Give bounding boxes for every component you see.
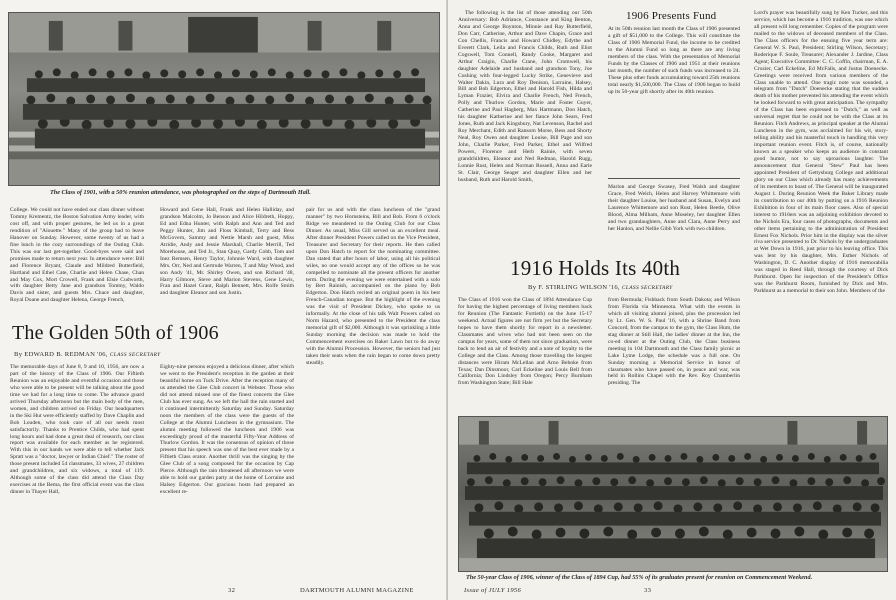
golden-50th-title: The Golden 50th of 1906 [12, 322, 219, 344]
officers-column: Lord's prayer was beautifully sung by Ken Tucker, and this service, which has become a 1916 tradition, was one which all present will long remember. Copies of the program were mailed to the widows of deceased members of the Class. The Class officers for the ensuing five year term are: General W. S. Paul, President; Stirling Wilson, Secretary; Roderique F. Soule, Treasurer; Alexander J. Jardine, Class Agent; Executive Committee: C. C. Coffin, chairman, E. A. Crozier, Carl Eckeline, Ed McFalls, and Justus Doenecke. Greetings were received from various members of the Class unable to attend. One tragic note was sounded, a telegram from "Dutch" Doenecke stating that the sudden death of his mother prevented his attending the event which he looked forward to with great anticipation. The sympathy of the Class has been expressed to "Dutch," as well as universal regret that he could not be with the Class at its Reunion. Fitch Andrews, as principal speaker at the Alumni Luncheon in the gym, was acclaimed for his wit, story-telling ability and his masterful touch in handling this very important reunion event. Fitch is, of course, nationally known as a speaker who keeps an audience in constant good humor, not to say uproarious laughter. The announcement that General "Stew" Paul has been appointed President of Gettysburg College and additional glory on our Class which already has many achievements of its members to boast of. The General will be inaugurated August 1. During Reunion Week the Baker Library made its contribution to our 40th by putting on a 1916 Reunion Exhibition in four of its main floor cases. Also of special interest to 1916ers was an adjoining exhibition devoted to the Nichols Era, four cases of photographs, documents and other items pertaining to the administration of President Ernest Fox Nichols. Prior him in the display was the silver riva service presented to Dr. Nichols by the undergraduates at Wet Down in 1916, just prior to his leaving office. This was lent by his daughter, Mrs. Esther Nichols of Washington, D. C. Another display of 1916 memorabilia was staged in Reed Hall, through the courtesy of Dick Parkhurst. Open for inspection of the President's Office was the Parkhurst Room, furnished by Dick and Mrs. Parkhurst as a memorial to their son John. Members of the [754, 10, 888, 295]
right-page-number: 33 [644, 587, 652, 594]
holds-byline-name: By F. STIRLING WILSON '16, [528, 284, 620, 291]
attendance-list-column [458, 10, 592, 258]
fund-title: 1906 Presents Fund [626, 10, 717, 22]
fund-text: At its 50th reunion last month the Class of 1906 presented a gift of $51,000 to the College. This will constitute the Class of 1906 Memorial Fund, the income to be credited to the Alumni Fund so long as there are any living members of the class. With the presentation of Memorial Funds by the Classes of 1906 and 1951 at their reunions last month, the number of such funds was increased to 24. These plus other funds accumulating toward 25th reunions total nearly $1,500,000. The Class of 1906 began to build up its 50-year gift shortly after its 40th reunion. [608, 26, 740, 95]
golden-column-1: The memorable days of June 8, 9 and 10, 1956, are now a part of the history of the Class of 1906. Our Fiftieth Reunion was an enjoyable and eventful occasion and those who were able to be present will be talking about the good time we had for a long time to come. The advance guard arrived Thursday afternoon but the main body of the men, women, and children arrived on Friday. Our headquarters in the Ski Hut were efficiently staffed by Dave Chaplin and Bob Louden, who took care of all our needs most satisfactorily. Thanks to Prentice Childs, who had spent long hours and had done a great deal of research, our class report was available for each member as he registered. With this in our hands we were able to tell whether Jack Spratt was a "doctor, lawyer or Indian Chief." The roster of those present included 54 classmates, 33 wives, 27 children and grandchildren, and six widows, a total of 119. Although some of the class did attend the Class Day exercises at the Bema, the first official event was the class dinner in Thayer Hall, [10, 364, 144, 496]
photo-caption: The Class of 1901, with a 50% reunion attendance, was photographed on the steps of Dartmouth Hall. [50, 189, 311, 196]
intro-column-1: College. We could not have ended our class dinner without Tommy Krementz, the Boston Salvation Army leader, with cost off, and with proper gestures, he led us in a great rendition of "Alouette." Many of the group had to leave Hanover on Sunday. However, some twenty of us had a fine lunch in the cozy surroundings of the Outing Club. This was our last get-together. Good-byes were said and promises made to return next year. In attendance were: Bill and Florence Bryant, Claude and Mildred Butterfield, Hartland and Ethel Cate, Charlie and Helen Chase, Chan and May Cox, Mort Crowell, Frank and Elsie Cudworth, with daughter Betty Jane and grandson Tommy, Waldo Davis and sister, and guests Mrs. Chace and daughter, Royal Doane and daughter Helena, George French, [10, 207, 144, 304]
right-page [448, 0, 896, 600]
attendance-list-text: The following is the list of those attending our 50th Anniversary: Bob Adriance, Constance and King Benton, Anna and George Boynton, Minnie and Ray Butterfield, Don Carr, Catherine, Arthur and Dave Chapin, Grace and Con Chellis, Francis and Howard Chidley, Edythe and Everett Clark, Leila and Francis Childs, Ruth and Eliot Cogswell, Tom Connell, Randy Cooke, Margaret and Arthur Craigin, Charlie Crane, John Cromwell, his daughter Adelaide and husband and grandson Tony, Joe Cushing with four-legged Lucky Strike, Genevieve and Walter Dakin, Lura and Roy Denison, Lorraine, Halsey, Bill and Bob Edgerton, Ethel and Harold Fish, Hilda and Lyman Frazier, Elvira and Charlie French, Ned French, Polly and Thurlow Gordon, Marie and Foster Guyer, Catherine and Paul Hagberg, Max Hartmann, Don Hatch, his daughter Katherine and her fiance John Sears, Fred Jones, Ruth and Jack Kingsbury, Nat Levenson, Rachel and Roy Merchant, Edith and Ransom Morse, Bess and Shorty Neal, Roy Owen and daughter Louise, Bill Page and son John, Charlie Parker, Fred Parker, Ethel and Wilfred Powers, Florence and Herb Rainie, with seven grandchildren, Eleanor and Ned Redman, Harold Rugg, Lonnie Rust, Helen and Norman Russell, Anna and Earle St. Clair, George Seager and daughter Ellen and her husband, Ruth and Harold Smith, [458, 10, 592, 183]
holds-40th-title: 1916 Holds Its 40th [510, 256, 681, 280]
class-of-1906-photo [458, 416, 888, 572]
holds-byline-role: CLASS SECRETARY [621, 285, 673, 291]
holds-column-1: The Class of 1916 won the Class of 1894 Attendance Cup for having the highest percentage of living members back for Reunion (The Fantastic Fortieth) on the June 15-17 weekend. Actual figures are not firm yet but the Secretary hopes to have them shortly for report in a newsletter. Classmates and wives who had not been seen on the campus for years, some of them not since graduation, were back to lend an air of festivity and a note of loyalty to the College and the Class. Among those travelling the longest distances were Hiram McLellan and Arno Behnke from Texas; Dan Dinsmoor, Carl Eckeline and Louis Bell from California; Don Lindsley from Oregon; Percy Burnham from Washington State; Bill Hale [458, 297, 592, 387]
issue-date: Issue of JULY 1956 [464, 587, 522, 594]
intro-column-3: pair for us and with the class luncheon of the "grand manner" by two Hornsteins, Bill and Bob. From 6 o'clock Ridge we meandered to the Outing Club for our Class Dinner. As usual, Miss Gill served us an excellent meal. After dinner President Powers called on the Vice President, Treasurer and Secretary for their reports. He then called upon Don Hatch to report for the nominating committee. Dan stated that after hours of labor, using all his political wiles, no one would accept any of the offices so he was compelled to nominate all the present officers for another term. During the evening we were entertained with a solo by Bert Rainish, accompanied on the piano by Bob Edgerton. Don Hatch recited an original poem in his best French-Canadian tongue. But the highlight of the evening was the visit of President Dickey, who spoke to us informally. At the close of his talk Walt Powers called on Norm Hazard, who presented to the President the class memorial gift of $2,000. Although it was sprinkling a little Sunday morning the decision was made to hold the Commencement exercises on Baker Lawn but to do away with the Alumni Procession. However, the seniors had just taken their seats when the rain began to come down pretty steadily. [306, 207, 440, 366]
intro-column-2: Howard and Gene Hall, Frank and Helen Halliday, and grandson Malcolm, Jo Benson and Alice Hildreth, Hoppy, Ed and Edna Hunter, with Ralph and Ann and Ted and Peggy Hunter, Jim and Floss Kimball, Terry and Bess McGovern, Sammy and Nettie Marsh and guest, Miss Atridie, Andy and Jessie Marshall, Charlie Merrill, Ted Morehouse, and Ted Jr., Stan Quay, Gardy Cobb, Tom and Inez Remsen, Henry Taylor, Johnnie Ward, with daughter Mrs. Orr, Ned and Gertrude Warren, T and May Wood, and son Andy '41, Mr. Shirley Owen, and son Richard '48, Harry Gilmore, Steve and Marion Stevens, Gene Lewis, Fran and Hazel Grant, Ralph Bennett, Mrs. Rolfe Smith and daughter Eleanor and son Justin. [160, 207, 294, 297]
holds-column-2: from Bermuda; Fishback from South Dakota; and Wilson from Florida via Minnesota. What with the events in which all visiting alumni joined, plus the procession led by Lt. Gen. W. S. Paul '16, with a Shrine Band from Concord, from the campus to the gym, the Class Hum, the stag dinner at Still Hall, the ladies' dinner at the Inn, the co-ed dinner at the Outing Club, the Class business meeting in 104 Dartmouth and the Class family picnic at Lake Lyme Lodge, the schedule was a full one. On Sunday morning a Memorial Service in honor of classmates who have passed on, in peace and war, was held in Rollins Chapel with the Rev. Roy Chamberlin presiding. The [608, 297, 740, 387]
photo-caption-1906: The 50-year Class of 1906, winner of the Class of 1894 Cup, had 55% of its graduates present for reunion on Commencement Weekend. [466, 574, 813, 581]
class-of-1901-photo [8, 12, 440, 186]
fund-divider [608, 178, 740, 179]
magazine-name: DARTMOUTH ALUMNI MAGAZINE [300, 587, 414, 594]
holds-byline [528, 284, 673, 291]
golden-byline-name: By EDWARD B. REDMAN '06, [14, 351, 108, 358]
golden-column-2: Eighty-nine persons enjoyed a delicious dinner, after which we went to the President's reception in the garden at their beautiful home on Tuck Drive. After the reception many of us attended the Glee Club concert in Webster. Those who did not attend missed one of the finest concerts the Glee Club has ever sung. As we left the hall the rain started and it continued intermittently Saturday and Sunday. Saturday noon the members of the class were the guests of the College at the Alumni Luncheon in the gymnasium. The alumni meeting followed the luncheon and 1906 was exceedingly proud of the masterful Fifty-Year Address of Thurlow Gordon. It was the consensus of opinion of those present that his speech was one of the best ever made by a Fiftieth Class orator. Another thrill was the singing by the Glee Club of a song composed for the occasion by Cap Pierce. Although the rain threatened all afternoon we were able to hold our garden party at the home of Lorraine and Halsey Edgerton. Our gracious hosts had prepared an excellent re- [160, 364, 294, 496]
golden-byline [14, 351, 161, 358]
left-page-number: 32 [228, 587, 236, 594]
attendance-list-continued: Marion and George Swasey, Fred Walsh and daughter Grace, Fred Welch, Helen and Harvey Whittemore with their daughter Louise, her husband and Susan, Evelyn and Laurence Whittemore and son Rust, Helen Beetle, Olive Blood, Alma Milham, Anne Moseley, her daughter Ellen and two grandaughters, Anne and Clara, Anne Perry and her Hanlon, and Nellie Gibb York with two children. [608, 184, 740, 232]
golden-byline-role: CLASS SECRETARY [109, 352, 161, 358]
